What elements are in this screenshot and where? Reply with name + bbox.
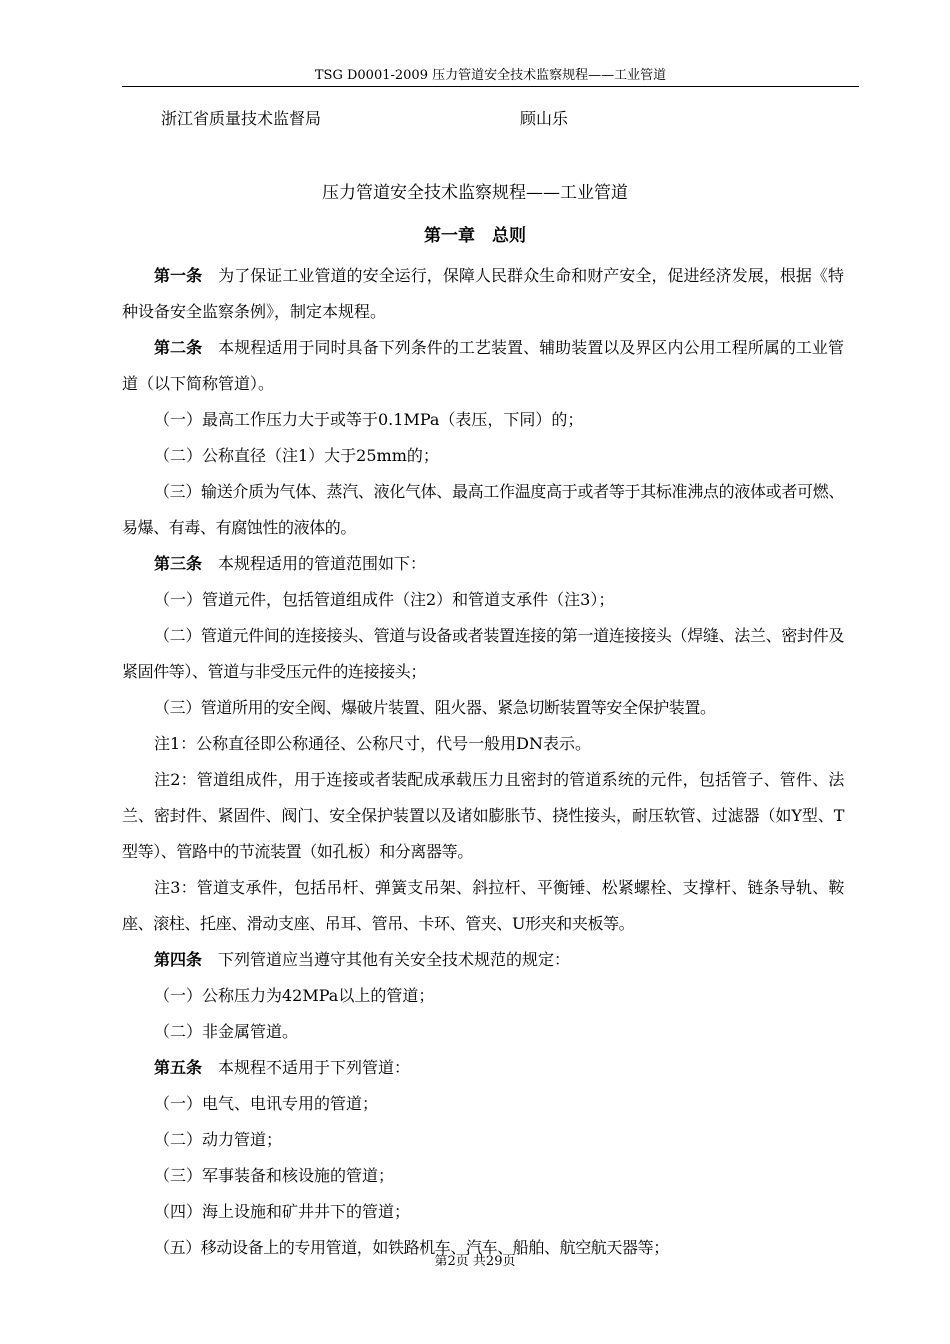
clause: （三）管道所用的安全阀、爆破片装置、阻火器、紧急切断装置等安全保护装置。	[154, 698, 716, 717]
article-text: 本规程适用于同时具备下列条件的工艺装置、辅助装置以及界区内公用工程所属的工业管道（以下简称管道）。	[122, 338, 844, 393]
article-2	[122, 330, 844, 402]
article-label: 第一条	[154, 266, 203, 285]
note: 注3：管道支承件，包括吊杆、弹簧支吊架、斜拉杆、平衡锤、松紧螺栓、支撑杆、链条导轨、鞍座、滚柱、托座、滑动支座、吊耳、管吊、卡环、管夹、U形夹和夹板等。	[122, 878, 844, 933]
clause: （一）管道元件，包括管道组成件（注2）和管道支承件（注3）；	[154, 590, 615, 609]
article-label: 第五条	[154, 1058, 203, 1077]
clause: （五）移动设备上的专用管道，如铁路机车、汽车、船舶、航空航天器等；	[154, 1238, 669, 1257]
chapter-heading: 第一章 总则	[424, 226, 526, 246]
clause: （一）电气、电讯专用的管道；	[154, 1094, 379, 1113]
article-label: 第二条	[154, 338, 203, 357]
article-label: 第四条	[154, 950, 203, 969]
clause: （二）动力管道；	[154, 1130, 283, 1149]
article-text: 本规程适用的管道范围如下：	[218, 554, 427, 573]
article-text: 为了保证工业管道的安全运行，保障人民群众生命和财产安全，促进经济发展，根据《特种设备安全监察条例》，制定本规程。	[122, 266, 844, 321]
clause: （一）最高工作压力大于或等于0.1MPa（表压，下同）的；	[154, 410, 584, 429]
article-1	[122, 258, 844, 330]
page-header: TSG D0001-2009 压力管道安全技术监察规程——工业管道	[122, 64, 859, 87]
signature-org: 浙江省质量技术监督局	[161, 109, 322, 128]
signature-name: 顾山乐	[520, 109, 569, 128]
document-title: 压力管道安全技术监察规程——工业管道	[322, 183, 628, 203]
clause: （二）公称直径（注1）大于25mm的；	[154, 446, 439, 465]
clause: （二）管道元件间的连接接头、管道与设备或者装置连接的第一道连接接头（焊缝、法兰、密封件及紧固件等）、管道与非受压元件的连接接头；	[122, 626, 844, 681]
page-number: 第2页 共29页	[434, 1254, 516, 1269]
clause: （三）输送介质为气体、蒸汽、液化气体、最高工作温度高于或者等于其标准沸点的液体或者可燃、易爆、有毒、有腐蚀性的液体的。	[122, 482, 844, 537]
clause: （三）军事装备和核设施的管道；	[154, 1166, 395, 1185]
article-label: 第三条	[154, 554, 203, 573]
article-text: 下列管道应当遵守其他有关安全技术规范的规定：	[218, 950, 571, 969]
article-text: 本规程不适用于下列管道：	[218, 1058, 411, 1077]
body-text	[122, 258, 844, 1266]
clause: （四）海上设施和矿井井下的管道；	[154, 1202, 411, 1221]
article-4	[122, 942, 844, 978]
note: 注2：管道组成件，用于连接或者装配成承载压力且密封的管道系统的元件，包括管子、管件、法兰、密封件、紧固件、阀门、安全保护装置以及诸如膨胀节、挠性接头，耐压软管、过滤器（如Y型、T型等）、管路中的节流装置（如孔板）和分离器等。	[122, 770, 844, 861]
article-5	[122, 1050, 844, 1086]
clause: （二）非金属管道。	[154, 1022, 299, 1041]
article-3	[122, 546, 844, 582]
note: 注1：公称直径即公称通径、公称尺寸，代号一般用DN表示。	[154, 734, 592, 753]
clause: （一）公称压力为42MPa以上的管道；	[154, 986, 435, 1005]
